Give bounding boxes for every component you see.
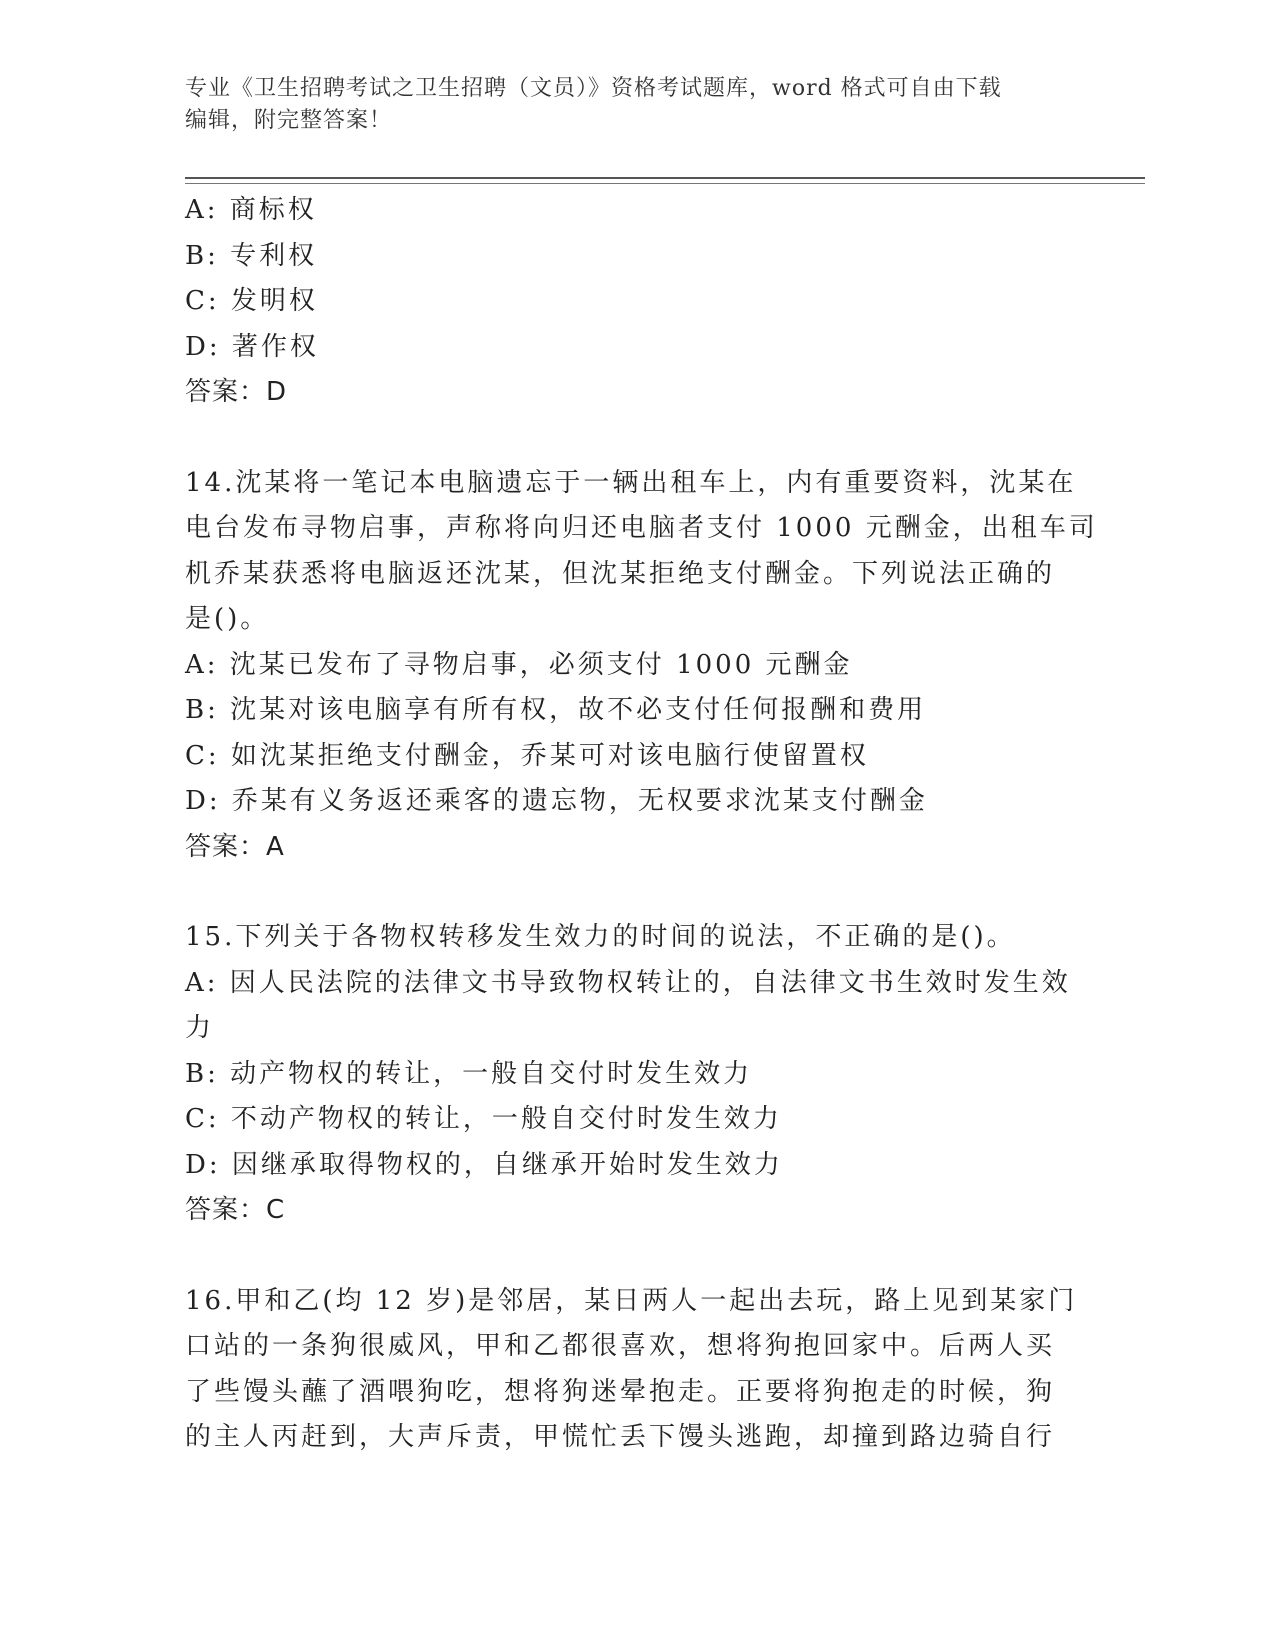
q15-stem-line-1: 15.下列关于各物权转移发生效力的时间的说法，不正确的是()。	[185, 922, 1016, 952]
spacer	[185, 870, 1085, 915]
q14-answer: 答案：A	[185, 831, 285, 862]
q14-stem-line-4: 是()。	[185, 604, 270, 634]
q14-stem-line-2: 电台发布寻物启事，声称将向归还电脑者支付 1000 元酬金，出租车司	[185, 513, 1098, 543]
q13-option-a: A: 商标权	[185, 195, 317, 225]
q14-option-c: C: 如沈某拒绝支付酬金，乔某可对该电脑行使留置权	[185, 740, 869, 771]
q15-answer: 答案：C	[185, 1195, 286, 1225]
q14-stem-line-3: 机乔某获悉将电脑返还沈某，但沈某拒绝支付酬金。下列说法正确的	[185, 558, 1056, 589]
q13-answer: 答案：D	[185, 377, 288, 407]
question-14-block	[185, 461, 1098, 871]
q14-option-b: B: 沈某对该电脑享有所有权，故不必支付任何报酬和费用	[185, 695, 927, 725]
q14-option-a: A: 沈某已发布了寻物启事，必须支付 1000 元酬金	[185, 649, 853, 680]
header-line-2: 编辑，附完整答案！	[185, 108, 393, 133]
q16-stem-line-1: 16.甲和乙(均 12 岁)是邻居，某日两人一起出去玩，路上见到某家门	[185, 1285, 1078, 1316]
q15-option-a-line-1: A: 因人民法院的法律文书导致物权转让的，自法律文书生效时发生效	[185, 967, 1071, 998]
q16-stem-line-4: 的主人丙赶到，大声斥责，甲慌忙丢下馒头逃跑，却撞到路边骑自行	[185, 1422, 1056, 1452]
document-header	[185, 73, 1085, 137]
q15-option-c: C: 不动产物权的转让，一般自交付时发生效力	[185, 1104, 782, 1134]
q14-option-d: D: 乔某有义务返还乘客的遗忘物，无权要求沈某支付酬金	[185, 786, 928, 816]
q15-option-d: D: 因继承取得物权的，自继承开始时发生效力	[185, 1149, 783, 1180]
question-13-block	[185, 188, 1085, 416]
question-15-block	[185, 915, 1085, 1234]
q13-option-c: C: 发明权	[185, 286, 318, 316]
header-line-1: 专业《卫生招聘考试之卫生招聘（文员）》资格考试题库，word 格式可自由下载	[185, 76, 1002, 101]
q15-option-a-line-2: 力	[185, 1013, 215, 1043]
header-rule-thin	[185, 183, 1145, 184]
q14-stem-line-1: 14.沈某将一笔记本电脑遗忘于一辆出租车上，内有重要资料，沈某在	[185, 467, 1077, 498]
q16-stem-line-3: 了些馒头蘸了酒喂狗吃，想将狗迷晕抱走。正要将狗抱走的时候，狗	[185, 1376, 1056, 1407]
q16-stem-line-2: 口站的一条狗很威风，甲和乙都很喜欢，想将狗抱回家中。后两人买	[185, 1331, 1056, 1361]
question-body	[185, 188, 1098, 1461]
q13-option-d: D: 著作权	[185, 331, 319, 362]
q13-option-b: B: 专利权	[185, 240, 318, 271]
header-rule-thick	[185, 177, 1145, 179]
spacer	[185, 416, 1085, 461]
spacer	[185, 1234, 1085, 1279]
q15-option-b: B: 动产物权的转让，一般自交付时发生效力	[185, 1058, 753, 1089]
question-16-block	[185, 1279, 1085, 1461]
